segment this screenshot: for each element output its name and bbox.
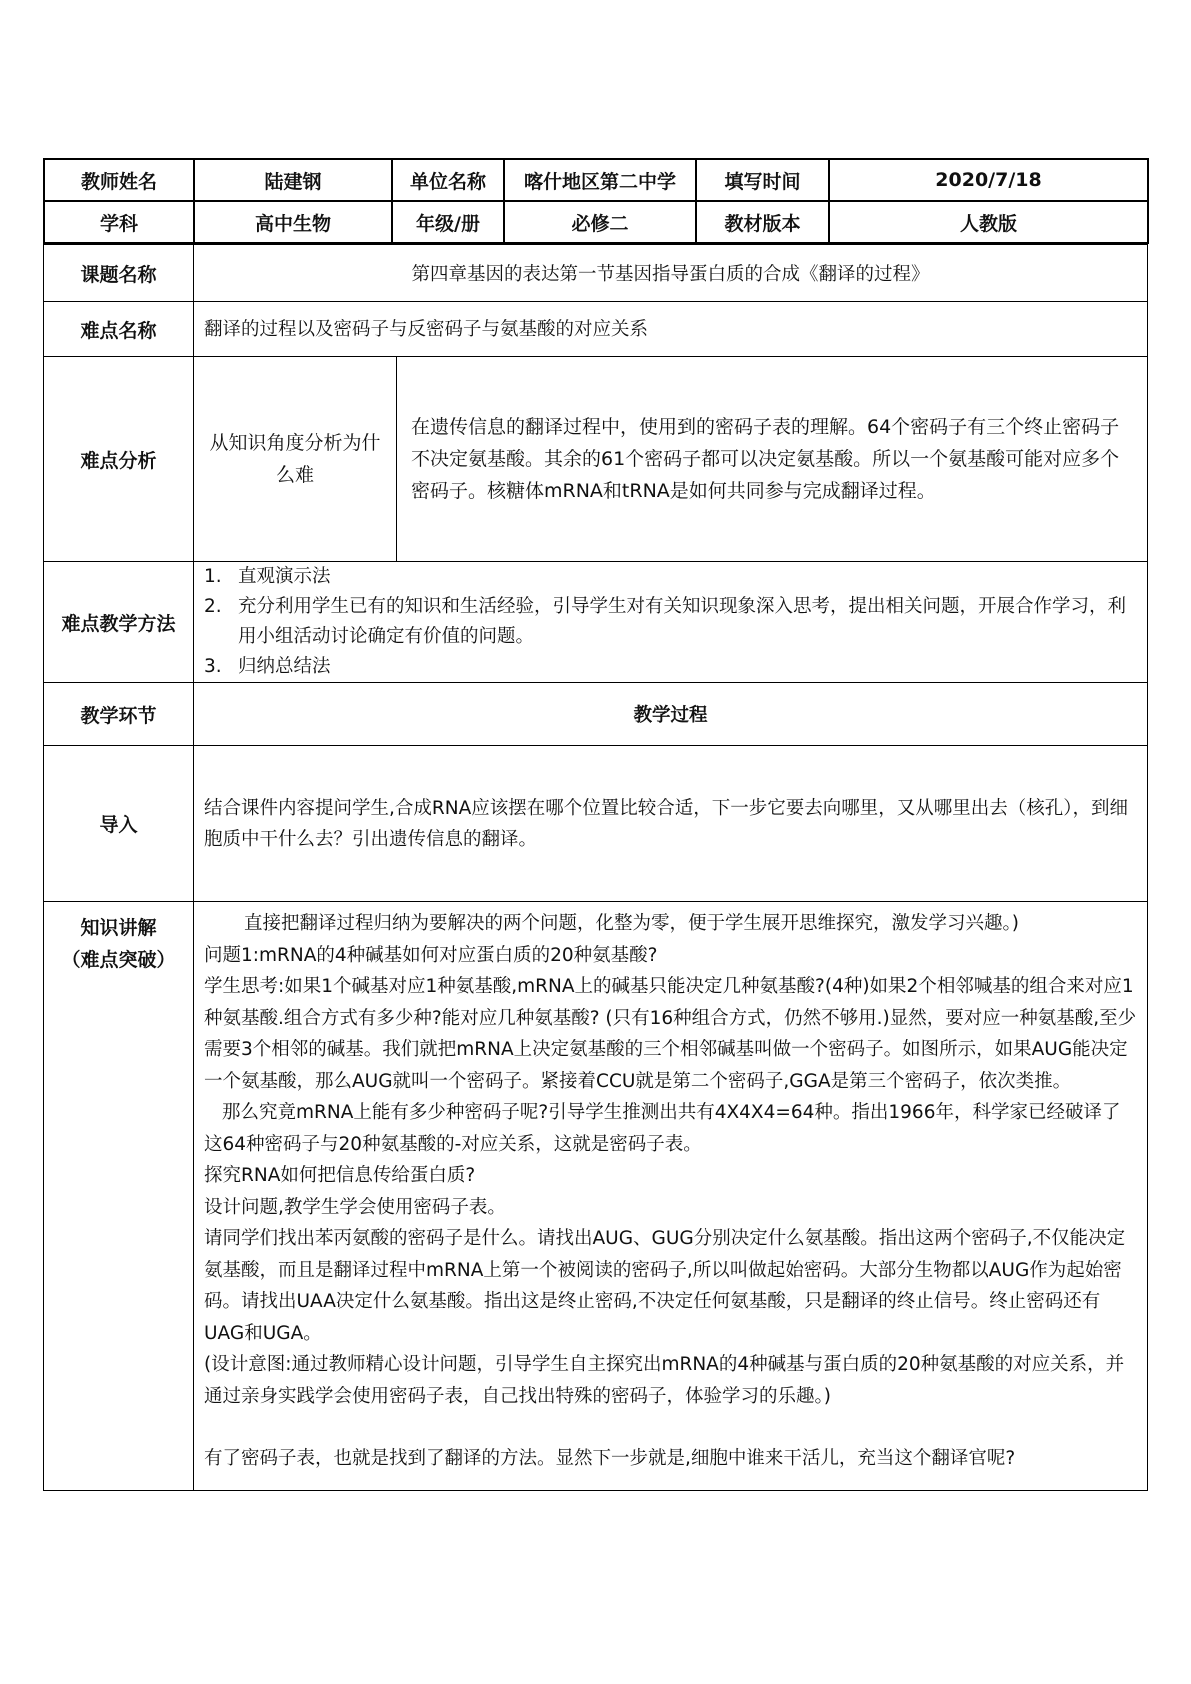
intro-text: 结合课件内容提问学生,合成RNA应该摆在哪个位置比较合适，下一步它要去向哪里，又从哪里出去（核孔），到细胞质中干什么去？引出遗传信息的翻译。 [194, 746, 1148, 902]
method-text: 充分利用学生已有的知识和生活经验，引导学生对有关知识现象深入思考，提出相关问题，开展合作学习，利用小组活动讨论确定有价值的问题。 [238, 596, 1127, 647]
method-item [204, 562, 1135, 592]
date-value: 2020/7/18 [829, 159, 1148, 201]
topic-row [44, 245, 1148, 302]
knowledge-label-line2: （难点突破） [61, 949, 176, 971]
edition-label: 教材版本 [696, 201, 829, 243]
header-table [43, 158, 1149, 244]
analysis-row [44, 357, 1148, 562]
process-header-row [44, 683, 1148, 746]
knowledge-paragraph: 请同学们找出苯丙氨酸的密码子是什么。请找出AUG、GUG分别决定什么氨基酸。指出这两个密码子,不仅能决定氨基酸，而且是翻译过程中mRNA上第一个被阅读的密码子,所以叫做起始密码。大部分生物都以AUG作为起始密码。请找出UAA决定什么氨基酸。指出这是终止密码,不决定任何氨基酸，只是翻译的终止信号。终止密码还有UAG和UGA。 [204, 1228, 1126, 1344]
knowledge-content [194, 902, 1148, 1491]
analysis-text: 在遗传信息的翻译过程中，使用到的密码子表的理解。64个密码子有三个终止密码子不决定氨基酸。其余的61个密码子都可以决定氨基酸。所以一个氨基酸可能对应多个密码子。核糖体mRNA和tRNA是如何共同参与完成翻译过程。 [397, 357, 1148, 562]
grade-label: 年级/册 [392, 201, 504, 243]
unit-value: 喀什地区第二中学 [504, 159, 696, 201]
edition-value: 人教版 [829, 201, 1148, 243]
method-number: 2. [204, 596, 222, 617]
process-stage-label: 教学环节 [44, 683, 194, 746]
lesson-table [43, 244, 1148, 1491]
knowledge-paragraph: 那么究竟mRNA上能有多少种密码子呢?引导学生推测出共有4X4X4=64种。指出1966年，科学家已经破译了这64种密码子与20种氨基酸的-对应关系，这就是密码子表。 [204, 1102, 1121, 1155]
date-label: 填写时间 [696, 159, 829, 201]
header-row-1 [44, 159, 1148, 201]
unit-label: 单位名称 [392, 159, 504, 201]
topic-value: 第四章基因的表达第一节基因指导蛋白质的合成《翻译的过程》 [194, 245, 1148, 302]
topic-label: 课题名称 [44, 245, 194, 302]
header-row-2 [44, 201, 1148, 243]
difficulty-label: 难点名称 [44, 302, 194, 357]
knowledge-paragraph: 学生思考:如果1个碱基对应1种氨基酸,mRNA上的碱基只能决定几种氨基酸?(4种)如果2个相邻喊基的组合来对应1种氨基酸.组合方式有多少种?能对应几种氨基酸? (只有16种组合方式，仍然不够用.)显然，要对应一种氨基酸,至少需要3个相邻的碱基。我们就把mRNA上决定氨基酸的三个相邻碱基叫做一个密码子。如图所示，如果AUG能决定一个氨基酸，那么AUG就叫一个密码子。紧接着CCU就是第二个密码子,GGA是第三个密码子，依次类推。 [204, 976, 1137, 1092]
paragraph-spacer [204, 1412, 1137, 1443]
difficulty-value: 翻译的过程以及密码子与反密码子与氨基酸的对应关系 [194, 302, 1148, 357]
analysis-sub-label: 从知识角度分析为什么难 [194, 357, 397, 562]
grade-value: 必修二 [504, 201, 696, 243]
method-item [204, 592, 1135, 652]
methods-list [194, 562, 1147, 682]
intro-row [44, 746, 1148, 902]
knowledge-paragraph: 探究RNA如何把信息传给蛋白质? [204, 1165, 476, 1186]
knowledge-label [44, 902, 194, 1491]
teacher-label: 教师姓名 [44, 159, 194, 201]
process-title: 教学过程 [194, 683, 1148, 746]
method-number: 3. [204, 656, 222, 677]
knowledge-paragraph: 设计问题,教学生学会使用密码子表。 [204, 1196, 506, 1218]
subject-value: 高中生物 [194, 201, 392, 243]
knowledge-label-line1: 知识讲解 [80, 917, 157, 939]
method-text: 归纳总结法 [238, 656, 331, 677]
intro-label: 导入 [44, 746, 194, 902]
methods-content [194, 562, 1148, 683]
knowledge-row [44, 902, 1148, 1491]
knowledge-paragraph: 有了密码子表，也就是找到了翻译的方法。显然下一步就是,细胞中谁来干活儿，充当这个翻译官呢? [204, 1448, 1016, 1469]
method-item [204, 652, 1135, 682]
subject-label: 学科 [44, 201, 194, 243]
methods-label: 难点教学方法 [44, 562, 194, 683]
knowledge-paragraph: 直接把翻译过程归纳为要解决的两个问题，化整为零，便于学生展开思维探究，激发学习兴趣。) [244, 913, 1019, 934]
method-text: 直观演示法 [238, 566, 331, 587]
knowledge-paragraph: 问题1:mRNA的4种碱基如何对应蛋白质的20种氨基酸? [204, 944, 658, 966]
method-number: 1. [204, 566, 222, 587]
teacher-value: 陆建钢 [194, 159, 392, 201]
analysis-label: 难点分析 [44, 357, 194, 562]
knowledge-paragraph: (设计意图:通过教师精心设计问题，引导学生自主探究出mRNA的4种碱基与蛋白质的20种氨基酸的对应关系，并通过亲身实践学会使用密码子表，自己找出特殊的密码子，体验学习的乐趣。) [204, 1354, 1125, 1407]
methods-row [44, 562, 1148, 683]
difficulty-row [44, 302, 1148, 357]
